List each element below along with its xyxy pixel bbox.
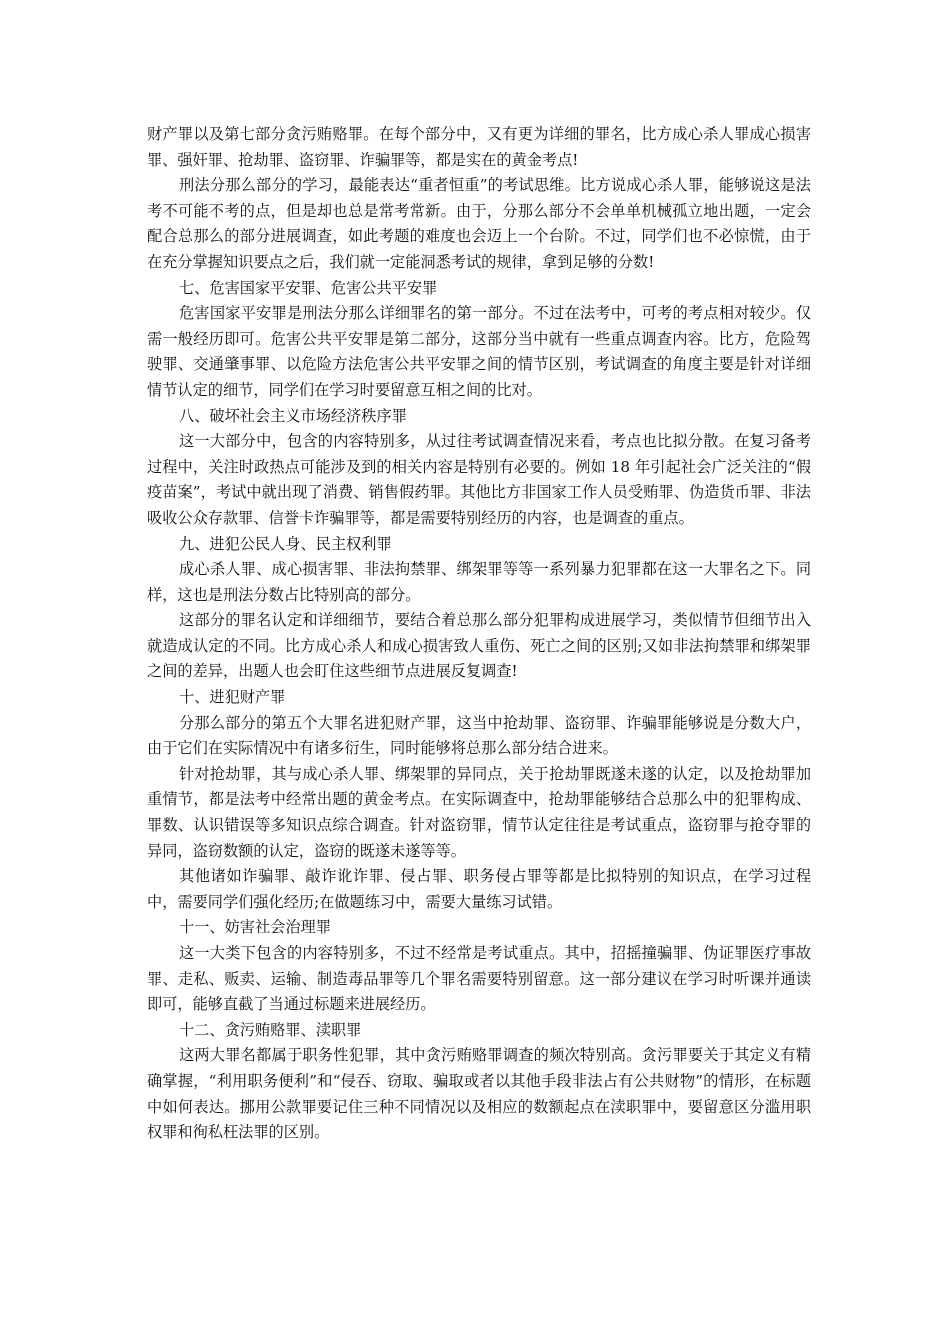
section-heading-11: 十一、妨害社会治理罪: [179, 918, 331, 937]
section-heading-12: 十二、贪污贿赂罪、渎职罪: [179, 1020, 362, 1039]
section-heading-9: 九、进犯公民人身、民主权利罪: [179, 534, 392, 553]
paragraph: 这两大罪名都属于职务性犯罪，其中贪污贿赂罪调查的频次特别高。贪污罪要关于其定义有精确掌握，“利用职务便利”和“侵吞、窃取、骗取或者以其他手段非法占有公共财物”的情形，在标题中如何表达。挪用公款罪要记住三种不同情况以及相应的数额起点在渎职罪中，要留意区分滥用职权罪和徇私枉法罪的区别。: [147, 1046, 811, 1142]
paragraph-continued: 财产罪以及第七部分贪污贿赂罪。在每个部分中，又有更为详细的罪名，比方成心杀人罪成心损害罪、强奸罪、抢劫罪、盗窃罪、诈骗罪等，都是实在的黄金考点!: [147, 125, 811, 169]
paragraph: 这部分的罪名认定和详细细节，要结合着总那么部分犯罪构成进展学习，类似情节但细节出入就造成认定的不同。比方成心杀人和成心损害致人重伤、死亡之间的区别;又如非法拘禁罪和绑架罪之间的差异，出题人也会盯住这些细节点进展反复调查!: [147, 611, 811, 681]
paragraph: 其他诸如诈骗罪、敲诈讹诈罪、侵占罪、职务侵占罪等都是比拟特别的知识点，在学习过程中，需要同学们强化经历;在做题练习中，需要大量练习试错。: [147, 867, 811, 911]
paragraph: 成心杀人罪、成心损害罪、非法拘禁罪、绑架罪等等一系列暴力犯罪都在这一大罪名之下。同样，这也是刑法分数占比特别高的部分。: [147, 560, 811, 604]
paragraph: 危害国家平安罪是刑法分那么详细罪名的第一部分。不过在法考中，可考的考点相对较少。仅需一般经历即可。危害公共平安罪是第二部分，这部分当中就有一些重点调查内容。比方，危险驾驶罪、交通肇事罪、以危险方法危害公共平安罪之间的情节区别，考试调查的角度主要是针对详细情节认定的细节，同学们在学习时要留意互相之间的比对。: [147, 304, 811, 399]
paragraph: 这一大部分中，包含的内容特别多，从过往考试调查情况来看，考点也比拟分散。在复习备考过程中，关注时政热点可能涉及到的相关内容是特别有必要的。例如 18 年引起社会广泛关注的“假疫苗案”，考试中就出现了消费、销售假药罪。其他比方非国家工作人员受贿罪、伪造货币罪、非法吸收公众存款罪、信誉卡诈骗罪等，都是需要特别经历的内容，也是调查的重点。: [147, 432, 811, 527]
section-heading-8: 八、破坏社会主义市场经济秩序罪: [179, 406, 407, 425]
paragraph: 刑法分那么部分的学习，最能表达“重者恒重”的考试思维。比方说成心杀人罪，能够说这是法考不可能不考的点，但是却也总是常考常新。由于，分那么部分不会单单机械孤立地出题，一定会配合总那么的部分进展调查，如此考题的难度也会迈上一个台阶。不过，同学们也不必惊慌，由于在充分掌握知识要点之后，我们就一定能洞悉考试的规律，拿到足够的分数!: [147, 176, 811, 271]
paragraph: 这一大类下包含的内容特别多，不过不经常是考试重点。其中，招摇撞骗罪、伪证罪医疗事故罪、走私、贩卖、运输、制造毒品罪等几个罪名需要特别留意。这一部分建议在学习时听课并通读即可，能够直截了当通过标题来进展经历。: [147, 944, 811, 1014]
section-heading-10: 十、进犯财产罪: [179, 688, 286, 707]
section-heading-7: 七、危害国家平安罪、危害公共平安罪: [179, 278, 438, 297]
paragraph: 分那么部分的第五个大罪名进犯财产罪，这当中抢劫罪、盗窃罪、诈骗罪能够说是分数大户，由于它们在实际情况中有诸多衍生，同时能够将总那么部分结合进来。: [147, 713, 811, 758]
paragraph: 针对抢劫罪，其与成心杀人罪、绑架罪的异同点，关于抢劫罪既遂未遂的认定，以及抢劫罪加重情节，都是法考中经常出题的黄金考点。在实际调查中，抢劫罪能够结合总那么中的犯罪构成、罪数、认识错误等多知识点综合调查。针对盗窃罪，情节认定往往是考试重点，盗窃罪与抢夺罪的异同，盗窃数额的认定，盗窃的既遂未遂等等。: [147, 764, 811, 860]
document-body: [147, 122, 811, 1146]
